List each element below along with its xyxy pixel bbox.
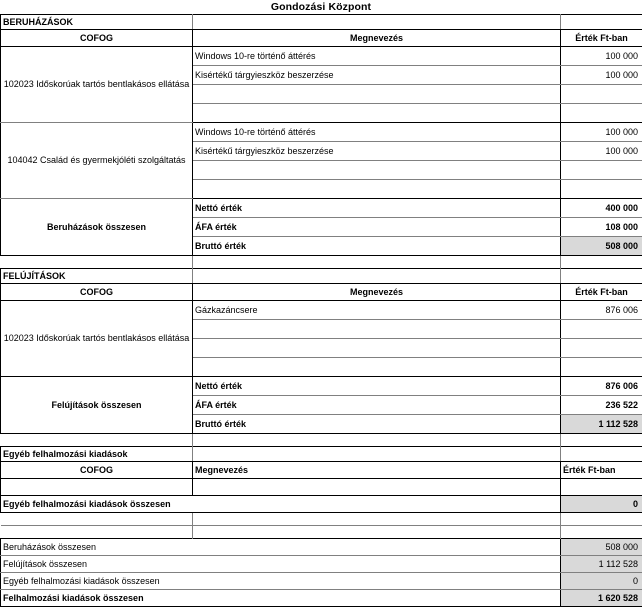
section-heading-spacer-name — [193, 447, 561, 462]
item-value — [561, 104, 642, 123]
item-name: Kisértékű tárgyieszköz beszerzése — [193, 66, 561, 85]
header-ertek: Érték Ft-ban — [561, 30, 642, 47]
summary-row — [1, 539, 642, 556]
cofog-cell: 102023 Időskorúak tartós bentlakásos ellátása — [1, 47, 193, 123]
spacer-cell — [193, 526, 561, 539]
item-value — [561, 339, 642, 358]
item-name — [193, 339, 561, 358]
spacer-cell — [193, 434, 561, 447]
header-megnevezes: Megnevezés — [193, 284, 561, 301]
total-item-name: Nettó érték — [193, 377, 561, 396]
section-heading-row — [1, 15, 642, 30]
item-name — [193, 358, 561, 377]
section-heading-spacer-value — [561, 447, 642, 462]
spacer-cell — [1, 256, 193, 269]
total-row — [1, 377, 642, 396]
section-heading-spacer-name — [193, 15, 561, 30]
item-value — [561, 85, 642, 104]
section-heading-row — [1, 269, 642, 284]
header-cofog: COFOG — [1, 284, 193, 301]
section-heading-row — [1, 447, 642, 462]
table-row — [1, 47, 642, 66]
spacer-cell — [1, 434, 193, 447]
item-name — [193, 85, 561, 104]
item-value: 876 006 — [561, 301, 642, 320]
summary-label: Beruházások összesen — [1, 539, 561, 556]
summary-row — [1, 590, 642, 607]
total-item-value: 1 112 528 — [561, 415, 642, 434]
table-row — [1, 301, 642, 320]
item-value — [561, 320, 642, 339]
summary-value: 1 112 528 — [561, 556, 642, 573]
column-header-row — [1, 284, 642, 301]
summary-row — [1, 573, 642, 590]
item-name: Gázkazáncsere — [193, 301, 561, 320]
spacer-cell — [561, 256, 642, 269]
spacer-cell — [561, 513, 642, 526]
item-value: 100 000 — [561, 123, 642, 142]
section-heading-spacer-value — [561, 269, 642, 284]
item-name: Windows 10-re történő áttérés — [193, 47, 561, 66]
capital-expenditure-table — [0, 14, 642, 607]
summary-label: Egyéb felhalmozási kiadások összesen — [1, 573, 561, 590]
header-cofog: COFOG — [1, 30, 193, 47]
cofog-cell — [1, 479, 193, 496]
header-ertek: Érték Ft-ban — [561, 284, 642, 301]
spacer-cell — [1, 513, 193, 526]
spacer-row — [1, 513, 642, 526]
total-row — [1, 199, 642, 218]
spacer-cell — [193, 256, 561, 269]
section-heading-spacer-value — [561, 15, 642, 30]
section-heading-egyeb: Egyéb felhalmozási kiadások — [1, 447, 193, 462]
item-name — [193, 180, 561, 199]
header-megnevezes: Megnevezés — [193, 462, 561, 479]
total-item-name: Bruttó érték — [193, 237, 561, 256]
item-value — [561, 358, 642, 377]
summary-row — [1, 556, 642, 573]
spacer-cell — [193, 513, 561, 526]
item-name: Kisértékű tárgyieszköz beszerzése — [193, 142, 561, 161]
item-name — [193, 320, 561, 339]
total-row — [1, 496, 642, 513]
header-cofog: COFOG — [1, 462, 193, 479]
section-heading-beruhazasok: BERUHÁZÁSOK — [1, 15, 193, 30]
item-value: 100 000 — [561, 142, 642, 161]
spacer-row — [1, 434, 642, 447]
summary-value: 0 — [561, 573, 642, 590]
section-heading-felujitasok: FELÚJÍTÁSOK — [1, 269, 193, 284]
total-item-value: 108 000 — [561, 218, 642, 237]
cofog-cell: 102023 Időskorúak tartós bentlakásos ellátása — [1, 301, 193, 377]
total-item-value: 236 522 — [561, 396, 642, 415]
table-row — [1, 123, 642, 142]
spacer-cell — [561, 526, 642, 539]
spacer-cell — [561, 434, 642, 447]
item-value — [561, 180, 642, 199]
column-header-row — [1, 462, 642, 479]
total-item-name: Bruttó érték — [193, 415, 561, 434]
spacer-row — [1, 256, 642, 269]
total-item-name: ÁFA érték — [193, 218, 561, 237]
header-megnevezes: Megnevezés — [193, 30, 561, 47]
total-item-value: 508 000 — [561, 237, 642, 256]
spacer-row — [1, 526, 642, 539]
page-title: Gondozási Központ — [0, 0, 642, 14]
total-item-name: ÁFA érték — [193, 396, 561, 415]
table-row — [1, 479, 642, 496]
total-item-name: Nettó érték — [193, 199, 561, 218]
item-name — [193, 104, 561, 123]
total-label: Felújítások összesen — [1, 377, 193, 434]
summary-value: 508 000 — [561, 539, 642, 556]
section-heading-spacer-name — [193, 269, 561, 284]
header-ertek: Érték Ft-ban — [561, 462, 642, 479]
spacer-cell — [1, 526, 193, 539]
item-name: Windows 10-re történő áttérés — [193, 123, 561, 142]
total-item-value: 876 006 — [561, 377, 642, 396]
item-name — [193, 161, 561, 180]
cofog-cell: 104042 Család és gyermekjóléti szolgáltatás — [1, 123, 193, 199]
item-value: 100 000 — [561, 47, 642, 66]
item-name — [193, 479, 561, 496]
summary-label: Felújítások összesen — [1, 556, 561, 573]
total-item-value: 0 — [561, 496, 642, 513]
summary-value: 1 620 528 — [561, 590, 642, 607]
total-label: Egyéb felhalmozási kiadások összesen — [1, 496, 561, 513]
total-label: Beruházások összesen — [1, 199, 193, 256]
total-item-value: 400 000 — [561, 199, 642, 218]
item-value — [561, 479, 642, 496]
item-value — [561, 161, 642, 180]
column-header-row — [1, 30, 642, 47]
item-value: 100 000 — [561, 66, 642, 85]
summary-label: Felhalmozási kiadások összesen — [1, 590, 561, 607]
